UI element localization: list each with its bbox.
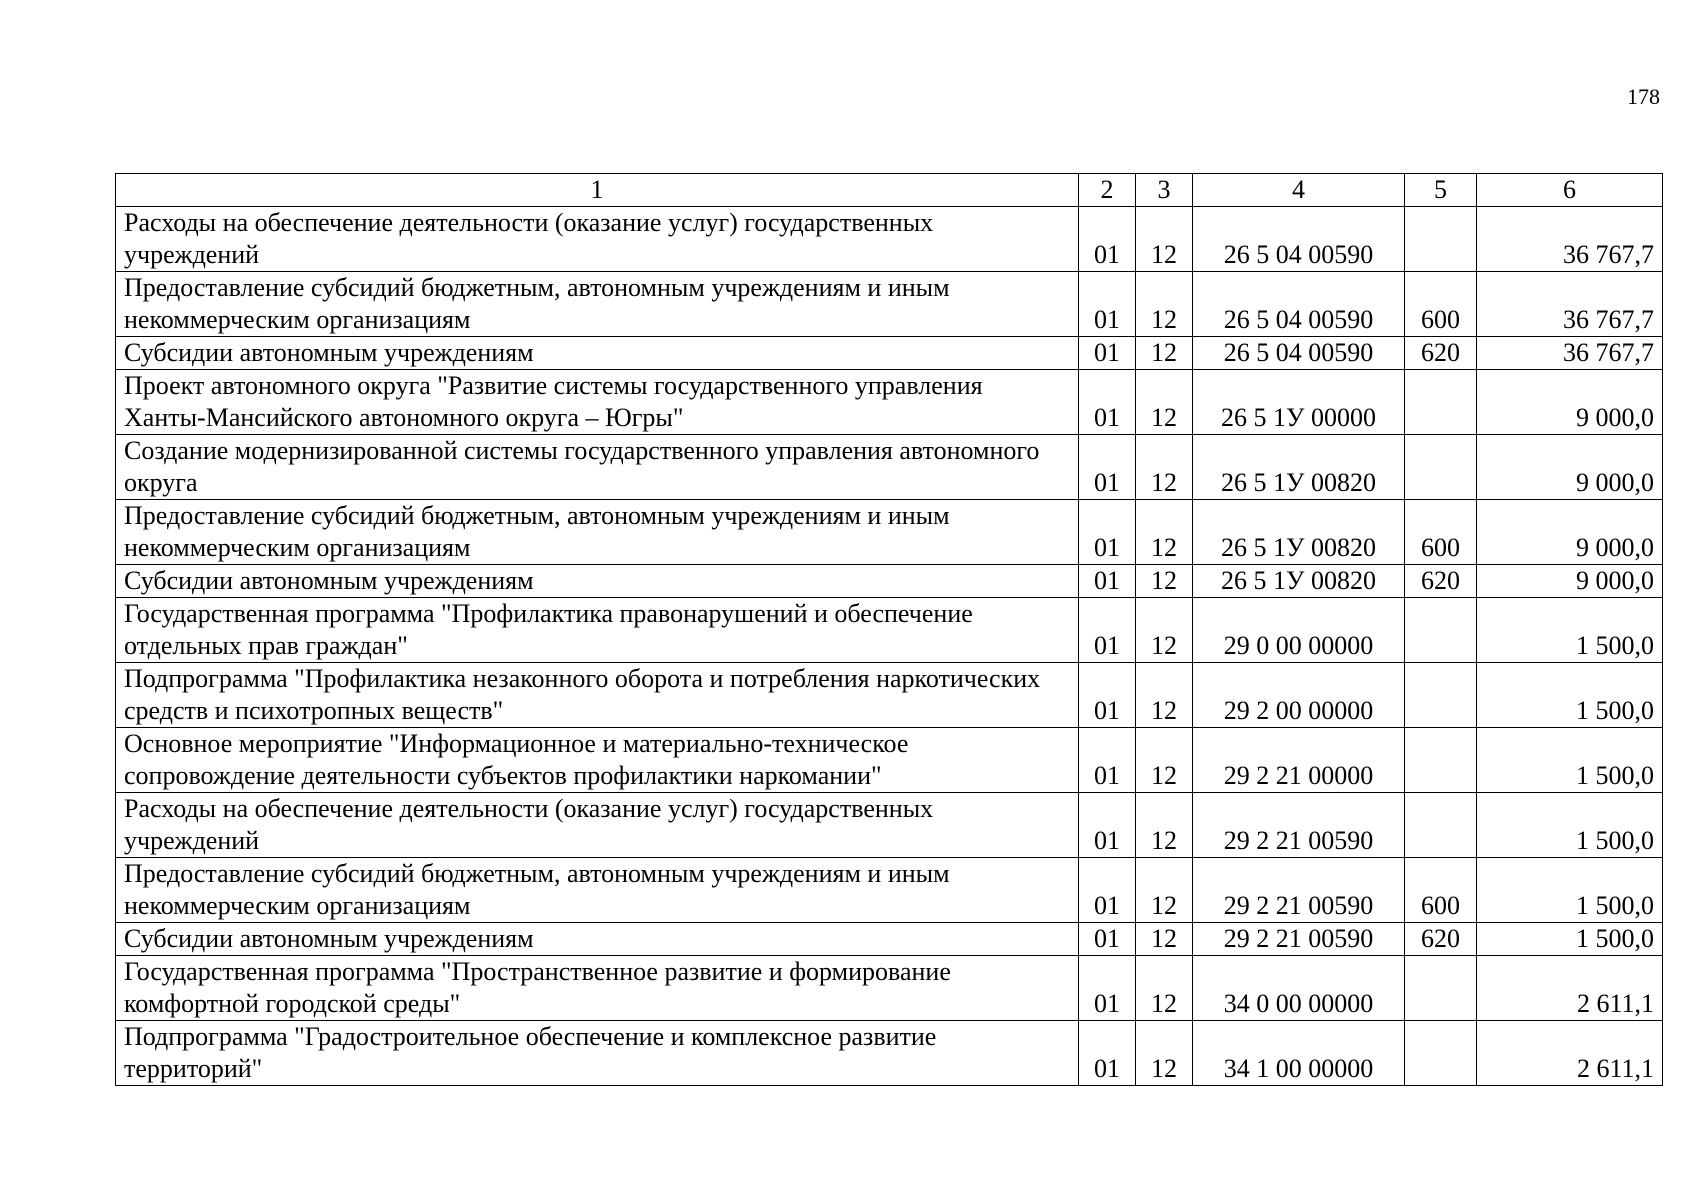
row-section: 01 — [1079, 793, 1136, 858]
row-amount: 2 611,1 — [1477, 956, 1663, 1021]
row-section: 01 — [1079, 207, 1136, 272]
header-col-4: 4 — [1193, 174, 1405, 207]
table-row — [116, 435, 1663, 500]
row-amount: 9 000,0 — [1477, 370, 1663, 435]
row-expense-type — [1405, 598, 1477, 663]
header-col-3: 3 — [1136, 174, 1193, 207]
table-row — [116, 728, 1663, 793]
row-amount: 36 767,7 — [1477, 337, 1663, 370]
row-amount: 9 000,0 — [1477, 565, 1663, 598]
row-amount: 9 000,0 — [1477, 435, 1663, 500]
row-section: 01 — [1079, 923, 1136, 956]
table-row — [116, 565, 1663, 598]
row-amount: 36 767,7 — [1477, 207, 1663, 272]
row-target-article: 26 5 1У 00820 — [1193, 435, 1405, 500]
row-target-article: 34 1 00 00000 — [1193, 1021, 1405, 1086]
row-amount: 1 500,0 — [1477, 793, 1663, 858]
row-target-article: 29 2 21 00590 — [1193, 923, 1405, 956]
row-target-article: 34 0 00 00000 — [1193, 956, 1405, 1021]
row-subsection: 12 — [1136, 728, 1193, 793]
row-expense-type — [1405, 663, 1477, 728]
row-name: Проект автономного округа "Развитие системы государственного управления Ханты-Мансийского автономного округа – Югры" — [116, 370, 1079, 435]
header-col-5: 5 — [1405, 174, 1477, 207]
row-subsection: 12 — [1136, 500, 1193, 565]
row-name: Субсидии автономным учреждениям — [116, 923, 1079, 956]
row-target-article: 26 5 04 00590 — [1193, 272, 1405, 337]
row-section: 01 — [1079, 598, 1136, 663]
header-col-6: 6 — [1477, 174, 1663, 207]
row-name: Предоставление субсидий бюджетным, автономным учреждениям и иным некоммерческим организациям — [116, 500, 1079, 565]
row-section: 01 — [1079, 858, 1136, 923]
row-name: Предоставление субсидий бюджетным, автономным учреждениям и иным некоммерческим организациям — [116, 858, 1079, 923]
row-section: 01 — [1079, 728, 1136, 793]
row-section: 01 — [1079, 500, 1136, 565]
row-expense-type: 600 — [1405, 858, 1477, 923]
row-subsection: 12 — [1136, 858, 1193, 923]
row-expense-type — [1405, 956, 1477, 1021]
row-subsection: 12 — [1136, 1021, 1193, 1086]
row-subsection: 12 — [1136, 370, 1193, 435]
row-expense-type — [1405, 1021, 1477, 1086]
row-amount: 1 500,0 — [1477, 598, 1663, 663]
row-name: Расходы на обеспечение деятельности (оказание услуг) государственных учреждений — [116, 207, 1079, 272]
row-section: 01 — [1079, 1021, 1136, 1086]
table-row — [116, 500, 1663, 565]
row-name: Субсидии автономным учреждениям — [116, 565, 1079, 598]
row-name: Подпрограмма "Градостроительное обеспечение и комплексное развитие территорий" — [116, 1021, 1079, 1086]
row-expense-type: 620 — [1405, 337, 1477, 370]
row-subsection: 12 — [1136, 337, 1193, 370]
row-subsection: 12 — [1136, 435, 1193, 500]
table-row — [116, 272, 1663, 337]
table-row — [116, 370, 1663, 435]
table-row — [116, 207, 1663, 272]
row-target-article: 29 0 00 00000 — [1193, 598, 1405, 663]
row-target-article: 29 2 21 00590 — [1193, 858, 1405, 923]
table-body — [116, 207, 1663, 1086]
row-section: 01 — [1079, 663, 1136, 728]
row-subsection: 12 — [1136, 956, 1193, 1021]
row-name: Создание модернизированной системы государственного управления автономного округа — [116, 435, 1079, 500]
row-subsection: 12 — [1136, 793, 1193, 858]
row-section: 01 — [1079, 337, 1136, 370]
row-expense-type — [1405, 435, 1477, 500]
row-expense-type — [1405, 728, 1477, 793]
row-section: 01 — [1079, 435, 1136, 500]
row-subsection: 12 — [1136, 272, 1193, 337]
table-header-row — [116, 174, 1663, 207]
row-section: 01 — [1079, 565, 1136, 598]
row-target-article: 26 5 1У 00000 — [1193, 370, 1405, 435]
row-section: 01 — [1079, 272, 1136, 337]
row-name: Государственная программа "Профилактика правонарушений и обеспечение отдельных прав граждан" — [116, 598, 1079, 663]
table-row — [116, 663, 1663, 728]
row-amount: 2 611,1 — [1477, 1021, 1663, 1086]
row-amount: 36 767,7 — [1477, 272, 1663, 337]
row-amount: 9 000,0 — [1477, 500, 1663, 565]
row-amount: 1 500,0 — [1477, 923, 1663, 956]
row-target-article: 29 2 21 00000 — [1193, 728, 1405, 793]
row-name: Основное мероприятие "Информационное и материально-техническое сопровождение деятельности субъектов профилактики наркомании" — [116, 728, 1079, 793]
row-expense-type: 600 — [1405, 500, 1477, 565]
table-row — [116, 923, 1663, 956]
header-col-2: 2 — [1079, 174, 1136, 207]
row-amount: 1 500,0 — [1477, 663, 1663, 728]
table-row — [116, 598, 1663, 663]
row-amount: 1 500,0 — [1477, 858, 1663, 923]
row-subsection: 12 — [1136, 598, 1193, 663]
row-subsection: 12 — [1136, 923, 1193, 956]
row-expense-type: 600 — [1405, 272, 1477, 337]
row-subsection: 12 — [1136, 663, 1193, 728]
row-expense-type — [1405, 793, 1477, 858]
row-section: 01 — [1079, 956, 1136, 1021]
row-subsection: 12 — [1136, 207, 1193, 272]
row-section: 01 — [1079, 370, 1136, 435]
row-target-article: 29 2 00 00000 — [1193, 663, 1405, 728]
table-row — [116, 858, 1663, 923]
row-expense-type: 620 — [1405, 923, 1477, 956]
table-row — [116, 956, 1663, 1021]
row-name: Субсидии автономным учреждениям — [116, 337, 1079, 370]
row-target-article: 26 5 04 00590 — [1193, 207, 1405, 272]
row-target-article: 26 5 04 00590 — [1193, 337, 1405, 370]
table-row — [116, 793, 1663, 858]
row-name: Государственная программа "Пространственное развитие и формирование комфортной городской среды" — [116, 956, 1079, 1021]
row-name: Расходы на обеспечение деятельности (оказание услуг) государственных учреждений — [116, 793, 1079, 858]
row-expense-type — [1405, 370, 1477, 435]
row-expense-type: 620 — [1405, 565, 1477, 598]
row-target-article: 26 5 1У 00820 — [1193, 500, 1405, 565]
row-target-article: 29 2 21 00590 — [1193, 793, 1405, 858]
row-subsection: 12 — [1136, 565, 1193, 598]
row-target-article: 26 5 1У 00820 — [1193, 565, 1405, 598]
table-row — [116, 1021, 1663, 1086]
page-number: 178 — [1627, 84, 1660, 109]
row-name: Подпрограмма "Профилактика незаконного оборота и потребления наркотических средств и психотропных веществ" — [116, 663, 1079, 728]
row-amount: 1 500,0 — [1477, 728, 1663, 793]
row-name: Предоставление субсидий бюджетным, автономным учреждениям и иным некоммерческим организациям — [116, 272, 1079, 337]
row-expense-type — [1405, 207, 1477, 272]
budget-table — [115, 173, 1663, 1086]
header-col-1: 1 — [116, 174, 1079, 207]
table-row — [116, 337, 1663, 370]
